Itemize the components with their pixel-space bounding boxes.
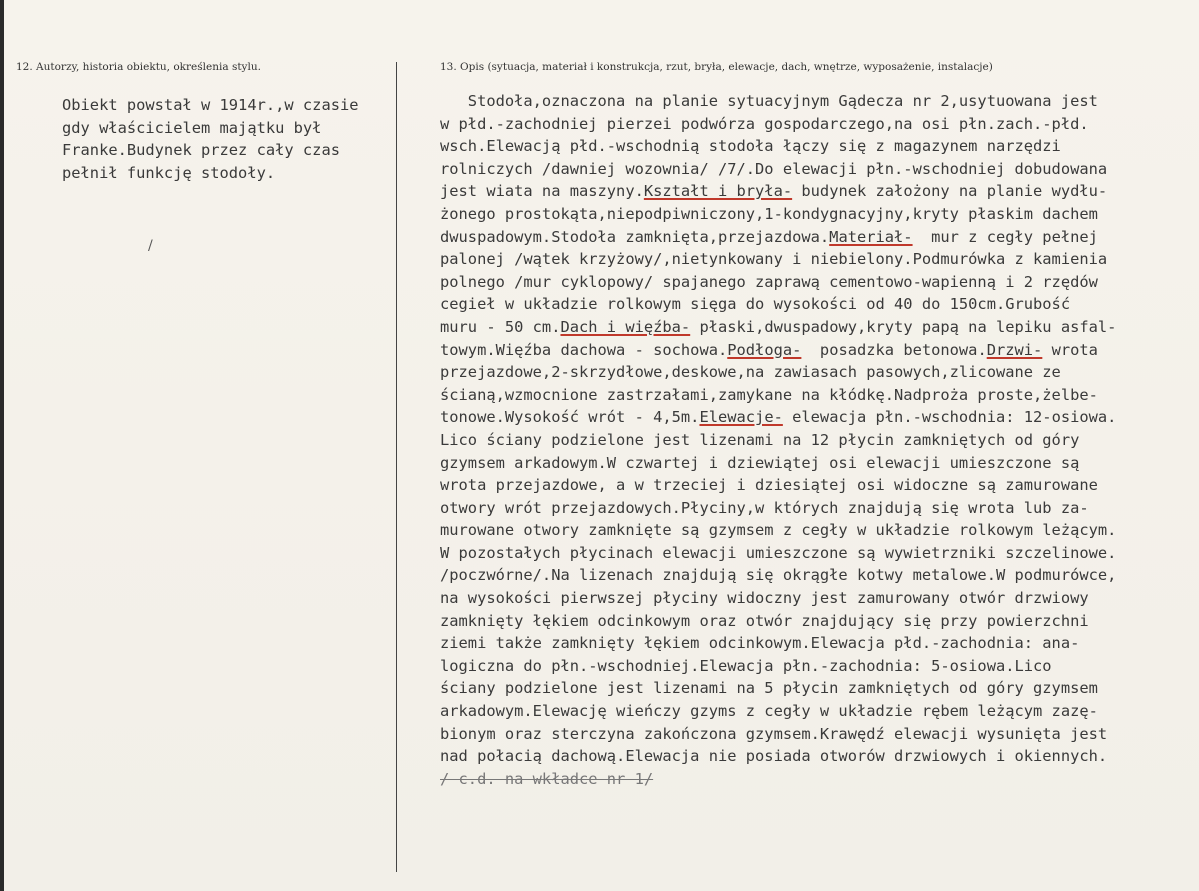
description-line	[440, 226, 1192, 249]
description-text: rolniczych /dawniej wozownia/ /7/.Do elewacji płn.-wschodniej dobudowana	[440, 159, 1108, 178]
description-text: na wysokości pierwszej płyciny widoczny jest zamurowany otwór drzwiowy	[440, 589, 1089, 608]
description-text: elewacja płn.-wschodnia: 12-osiowa.	[782, 408, 1117, 427]
description-text: W pozostałych płycinach elewacji umieszczone są wywietrzniki szczelinowe.	[440, 543, 1117, 562]
description-text: ścianą,wzmocnione zastrzałami,zamykane na kłódkę.Nadproża proste,żelbe-	[440, 385, 1098, 404]
section-13-header: 13. Opis (sytuacja, materiał i konstrukcja, rzut, bryła, elewacje, dach, wnętrze, wyposażenie, instalacje)	[440, 61, 993, 73]
description-text: wsch.Elewacją płd.-wschodnią stodoła łączy się z magazynem narzędzi	[440, 137, 1061, 156]
description-text: w płd.-zachodniej pierzei podwórza gospodarczego,na osi płn.zach.-płd.	[440, 114, 1089, 133]
description-line	[440, 339, 1192, 362]
description-text: Lico ściany podzielone jest lizenami na 12 płycin zamkniętych od góry	[440, 430, 1080, 449]
section-12-header: 12. Autorzy, historia obiektu, określenia stylu.	[16, 61, 261, 73]
history-line: Franke.Budynek przez cały czas	[62, 141, 340, 160]
struck-note: / c.d. na wkładce nr 1/	[440, 769, 654, 788]
description-text: /poczwórne/.Na lizenach znajdują się okrągłe kotwy metalowe.W podmurówce,	[440, 566, 1117, 585]
description-line	[440, 632, 1192, 655]
description-text: logiczna do płn.-wschodniej.Elewacja płn.-zachodnia: 5-osiowa.Lico	[440, 656, 1052, 675]
description-text: żonego prostokąta,niepodpiwniczony,1-kondygnacyjny,kryty płaskim dachem	[440, 204, 1098, 223]
description-text: tonowe.Wysokość wrót - 4,5m.	[440, 408, 700, 427]
section-heading: Dach i więźba-	[560, 317, 691, 336]
section-heading: Elewacje-	[699, 408, 783, 427]
description-line	[440, 271, 1192, 294]
description-line	[440, 655, 1192, 678]
description-line	[440, 497, 1192, 520]
description-text: cegieł w układzie rolkowym sięga do wysokości od 40 do 150cm.Grubość	[440, 295, 1071, 314]
description-text: polnego /mur cyklopowy/ spajanego zaprawą cementowo-wapienną i 2 rzędów	[440, 272, 1098, 291]
description-text: posadzka betonowa.	[801, 340, 987, 359]
description-line	[440, 474, 1192, 497]
section-heading: Kształt i bryła-	[643, 182, 793, 201]
description-line	[440, 452, 1192, 475]
description-line	[440, 203, 1192, 226]
section-heading: Podłoga-	[727, 340, 802, 359]
description-line	[440, 316, 1192, 339]
description-text: płaski,dwuspadowy,kryty papą na lepiku asfal-	[690, 317, 1117, 336]
description-text: gzymsem arkadowym.W czwartej i dziewiątej osi elewacji umieszczone są	[440, 453, 1080, 472]
description-line	[440, 542, 1192, 565]
description-text: murowane otwory zamknięte są gzymsem z cegły w układzie rolkowym leżącym.	[440, 521, 1117, 540]
pencil-mark: /	[148, 238, 153, 254]
description-line	[440, 113, 1192, 136]
description-line	[440, 248, 1192, 271]
description-line	[440, 587, 1192, 610]
description-text: dwuspadowym.Stodoła zamknięta,przejazdowa.	[440, 227, 830, 246]
description-line	[440, 361, 1192, 384]
description-text-block	[440, 90, 1192, 790]
description-text: ściany podzielone jest lizenami na 5 płycin zamkniętych od góry gzymsem	[440, 679, 1098, 698]
description-line	[440, 610, 1192, 633]
description-text: otwory wrót przejazdowych.Płyciny,w których znajdują się wrota lub za-	[440, 498, 1089, 517]
description-line	[440, 677, 1192, 700]
history-line: gdy właścicielem majątku był	[62, 118, 322, 137]
section-heading: Materiał-	[829, 227, 913, 246]
description-line	[440, 384, 1192, 407]
history-text-block	[62, 94, 382, 184]
column-divider	[396, 62, 397, 872]
section-heading: Drzwi-	[986, 340, 1043, 359]
description-text: palonej /wątek krzyżowy/,nietynkowany i niebielony.Podmurówka z kamienia	[440, 250, 1108, 269]
description-text: towym.Więźba dachowa - sochowa.	[440, 340, 728, 359]
description-text: wrota przejazdowe, a w trzeciej i dziesiątej osi widoczne są zamurowane	[440, 476, 1098, 495]
description-line	[440, 519, 1192, 542]
description-text: muru - 50 cm.	[440, 317, 561, 336]
history-line: pełnił funkcję stodoły.	[62, 163, 276, 182]
description-text: przejazdowe,2-skrzydłowe,deskowe,na zawiasach pasowych,zlicowane ze	[440, 363, 1061, 382]
description-line	[440, 700, 1192, 723]
page-edge	[0, 0, 4, 891]
description-line	[440, 723, 1192, 746]
description-line	[440, 90, 1192, 113]
description-text: zamknięty łękiem odcinkowym oraz otwór znajdujący się przy powierzchni	[440, 611, 1089, 630]
description-line	[440, 135, 1192, 158]
description-line	[440, 564, 1192, 587]
description-text: arkadowym.Elewację wieńczy gzyms z cegły w układzie rębem leżącym zazę-	[440, 702, 1098, 721]
description-text: wrota	[1042, 340, 1098, 359]
description-text: jest wiata na maszyny.	[440, 182, 644, 201]
description-text: ziemi także zamknięty łękiem odcinkowym.Elewacja płd.-zachodnia: ana-	[440, 634, 1080, 653]
description-text: Stodoła,oznaczona na planie sytuacyjnym Gądecza nr 2,usytuowana jest	[440, 92, 1098, 110]
description-text: budynek założony na planie wydłu-	[792, 182, 1108, 201]
history-line: Obiekt powstał w 1914r.,w czasie	[62, 96, 359, 114]
description-line	[440, 293, 1192, 316]
description-text: mur z cegły pełnej	[912, 227, 1098, 246]
description-line	[440, 158, 1192, 181]
description-line	[440, 429, 1192, 452]
description-line	[440, 745, 1192, 768]
description-line	[440, 406, 1192, 429]
description-text: bionym oraz sterczyna zakończona gzymsem.Krawędź elewacji wysunięta jest	[440, 724, 1108, 743]
description-line	[440, 768, 1192, 791]
description-line	[440, 180, 1192, 203]
description-text: nad połacią dachową.Elewacja nie posiada otworów drzwiowych i okiennych.	[440, 747, 1108, 766]
